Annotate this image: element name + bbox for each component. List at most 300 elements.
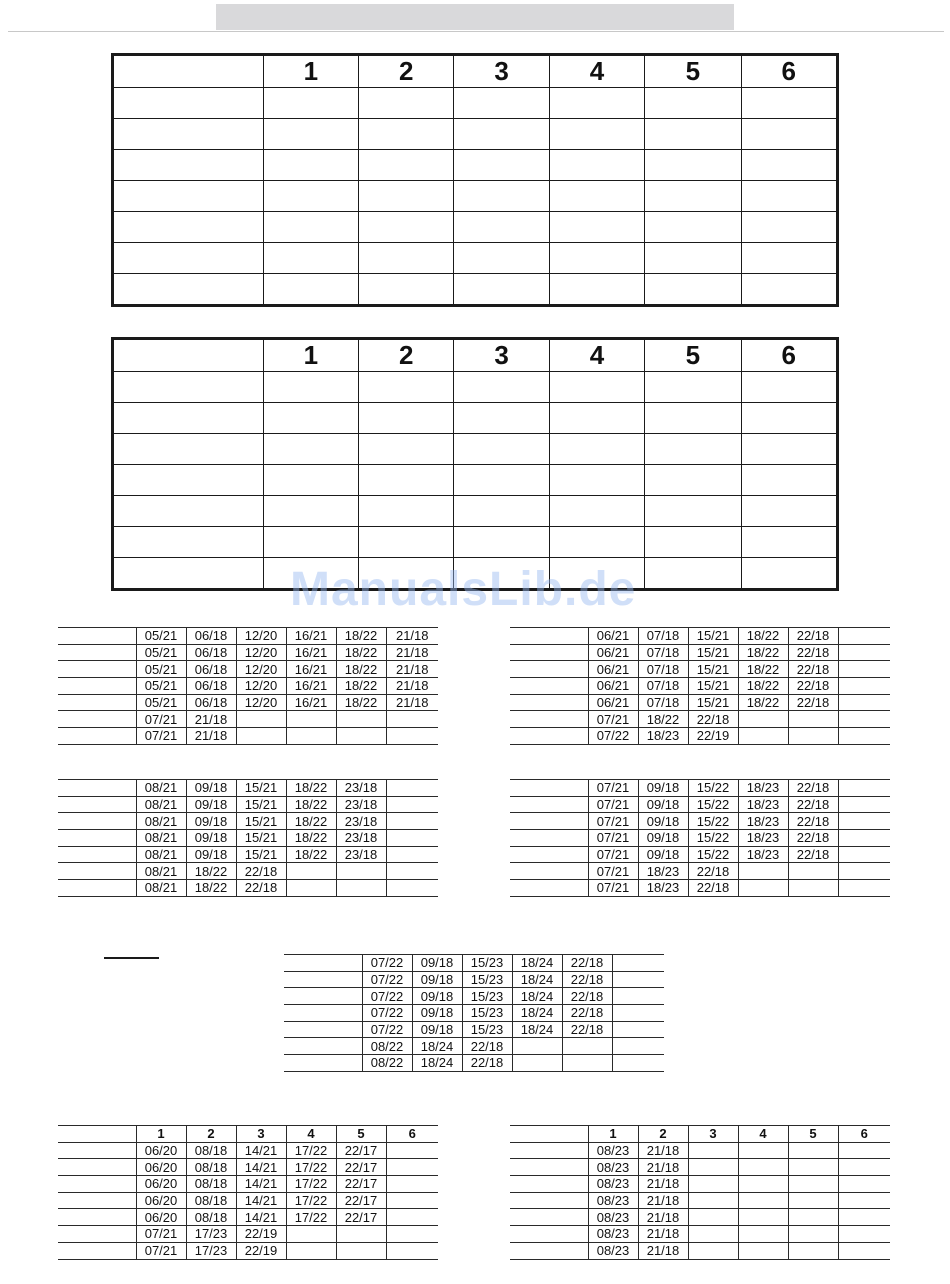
row-label-cell [113,434,264,465]
time-cell: 18/22 [186,880,236,897]
time-cell: 17/22 [286,1209,336,1226]
time-cell [286,863,336,880]
time-cell: 22/18 [788,661,838,678]
grid-cell [359,119,454,150]
row-label-cell [284,988,362,1005]
table-row [58,830,438,847]
time-cell [386,1242,438,1259]
grid-cell [645,119,741,150]
table-row [510,880,890,897]
time-cell [562,1038,612,1055]
time-cell: 07/21 [136,711,186,728]
time-cell [688,1209,738,1226]
time-cell [286,1226,336,1243]
time-cell: 09/18 [412,1005,462,1022]
grid-cell [549,88,644,119]
time-cell [688,1142,738,1159]
grid-cell [549,274,644,306]
time-cell: 22/18 [788,694,838,711]
time-cell: 15/22 [688,796,738,813]
time-cell: 15/21 [688,678,738,695]
time-cell [838,796,890,813]
time-cell [838,628,890,645]
grid-cell [645,465,741,496]
grid-cell [645,212,741,243]
time-cell: 08/21 [136,863,186,880]
grid-cell [454,119,549,150]
time-cell: 21/18 [386,661,438,678]
time-cell: 18/22 [638,711,688,728]
time-cell [738,863,788,880]
time-cell: 07/18 [638,661,688,678]
time-cell: 06/20 [136,1176,186,1193]
row-label-cell [113,119,264,150]
time-cell [738,1159,788,1176]
row-label-cell [58,830,136,847]
time-cell: 18/23 [738,813,788,830]
grid-cell [549,212,644,243]
time-cell [738,1226,788,1243]
time-cell: 21/18 [186,728,236,745]
table-row [58,1176,438,1193]
time-cell: 08/21 [136,796,186,813]
time-cell: 22/19 [236,1242,286,1259]
time-cell: 15/23 [462,988,512,1005]
time-cell: 22/18 [788,678,838,695]
time-cell [838,830,890,847]
time-cell: 09/18 [638,846,688,863]
time-cell [336,880,386,897]
table-row [58,813,438,830]
time-cell [838,1209,890,1226]
time-cell [788,863,838,880]
row-label-cell [58,880,136,897]
time-cell: 21/18 [638,1192,688,1209]
table-row [113,88,838,119]
grid-cell [263,119,358,150]
time-cell: 15/21 [236,830,286,847]
time-cell: 06/20 [136,1142,186,1159]
time-cell: 08/21 [136,780,186,797]
time-table-g [510,1125,890,1260]
time-cell: 09/18 [638,780,688,797]
time-cell: 22/18 [788,830,838,847]
time-cell: 18/24 [512,955,562,972]
column-header-5: 5 [645,339,741,372]
row-label-cell [58,863,136,880]
time-cell [386,830,438,847]
time-cell: 22/18 [688,711,738,728]
time-cell: 09/18 [412,1021,462,1038]
time-cell: 06/18 [186,644,236,661]
time-cell: 15/21 [236,780,286,797]
grid-cell [263,274,358,306]
time-cell [688,1192,738,1209]
time-cell: 17/23 [186,1242,236,1259]
row-label-cell [113,403,264,434]
column-header-4: 4 [549,55,644,88]
column-header-2: 2 [186,1126,236,1143]
column-header-2: 2 [359,339,454,372]
grid-cell [741,434,837,465]
time-cell: 06/21 [588,661,638,678]
time-cell [838,1159,890,1176]
row-label-cell [58,846,136,863]
row-label-cell [510,1176,588,1193]
grid-cell [263,181,358,212]
time-cell [386,813,438,830]
grid-cell [741,119,837,150]
grid-cell [741,465,837,496]
row-label-cell [510,728,588,745]
table-row [510,846,890,863]
time-cell: 06/21 [588,644,638,661]
time-cell: 22/18 [562,1005,612,1022]
time-cell [386,880,438,897]
grid-cell [741,274,837,306]
table-row [58,694,438,711]
time-cell: 12/20 [236,694,286,711]
time-cell: 18/22 [286,813,336,830]
time-cell: 15/23 [462,955,512,972]
time-cell: 21/18 [386,678,438,695]
grid-cell [454,150,549,181]
time-cell: 07/18 [638,644,688,661]
time-cell [386,1209,438,1226]
row-label-cell [284,1055,362,1072]
time-cell [788,1192,838,1209]
time-cell: 08/21 [136,846,186,863]
time-cell [838,863,890,880]
time-cell [236,711,286,728]
grid-cell [645,403,741,434]
grid-cell [263,527,358,558]
time-cell [788,1209,838,1226]
time-cell: 18/24 [412,1038,462,1055]
time-cell: 15/21 [688,644,738,661]
time-cell [386,846,438,863]
time-cell [336,1242,386,1259]
time-cell: 08/23 [588,1159,638,1176]
row-label-cell [58,1142,136,1159]
grid-cell [359,496,454,527]
grid-cell [359,434,454,465]
time-cell: 08/22 [362,1038,412,1055]
grid-cell [741,372,837,403]
time-cell [386,1176,438,1193]
grid-cell [741,212,837,243]
grid-cell [741,88,837,119]
table-row [58,880,438,897]
row-label-cell [510,863,588,880]
time-cell: 07/21 [588,796,638,813]
grid-cell [741,181,837,212]
row-label-cell [58,780,136,797]
time-cell: 18/22 [738,694,788,711]
table-row [113,181,838,212]
grid-cell [359,150,454,181]
time-cell: 12/20 [236,678,286,695]
time-cell: 18/22 [286,780,336,797]
table-row [58,796,438,813]
grid-cell [263,372,358,403]
column-header-2: 2 [638,1126,688,1143]
time-cell: 22/18 [788,644,838,661]
time-cell: 14/21 [236,1192,286,1209]
time-cell: 22/18 [788,628,838,645]
time-cell [688,1242,738,1259]
grid-cell [454,88,549,119]
time-cell: 22/18 [688,880,738,897]
grid-cell [359,88,454,119]
time-cell [612,971,664,988]
time-cell [286,880,336,897]
time-cell: 08/23 [588,1209,638,1226]
time-cell: 22/17 [336,1192,386,1209]
time-cell: 17/22 [286,1142,336,1159]
table-row [58,780,438,797]
time-cell: 18/24 [512,1005,562,1022]
column-header-5: 5 [336,1126,386,1143]
row-label-cell [113,243,264,274]
time-cell: 14/21 [236,1159,286,1176]
table-row [284,1005,664,1022]
row-label-cell [113,496,264,527]
time-cell: 23/18 [336,846,386,863]
time-cell: 07/22 [362,1021,412,1038]
time-cell [512,1038,562,1055]
row-label-cell [510,830,588,847]
time-cell: 17/22 [286,1192,336,1209]
row-label-cell [58,628,136,645]
time-cell: 15/21 [236,813,286,830]
grid-cell [359,243,454,274]
table-row [510,661,890,678]
table-row [510,1192,890,1209]
grid-cell [549,527,644,558]
table-row [58,661,438,678]
time-cell: 22/19 [688,728,738,745]
time-cell [788,1142,838,1159]
time-cell: 22/18 [562,971,612,988]
row-label-cell [284,1005,362,1022]
grid-cell [454,434,549,465]
column-header-2: 2 [359,55,454,88]
time-cell: 07/22 [362,988,412,1005]
time-cell: 06/18 [186,661,236,678]
column-header-6: 6 [838,1126,890,1143]
time-cell: 17/23 [186,1226,236,1243]
table-row [113,119,838,150]
time-cell: 15/21 [688,628,738,645]
grid-cell [645,243,741,274]
time-cell: 06/20 [136,1159,186,1176]
watermark: ManualsLib.de [290,563,637,616]
header-bar [216,4,734,30]
grid-cell [263,434,358,465]
table-row [58,711,438,728]
time-cell: 08/23 [588,1242,638,1259]
grid-cell [549,119,644,150]
table-row [510,694,890,711]
time-cell: 07/21 [588,711,638,728]
time-cell: 07/18 [638,628,688,645]
grid-cell [741,558,837,590]
grid-cell [549,181,644,212]
time-cell: 23/18 [336,780,386,797]
table-row [284,1038,664,1055]
table-row [113,372,838,403]
row-label-cell [58,813,136,830]
row-label-cell [510,1159,588,1176]
time-cell [688,1226,738,1243]
time-cell [612,955,664,972]
time-cell: 15/22 [688,830,738,847]
time-cell: 07/21 [588,880,638,897]
grid-cell [741,527,837,558]
time-cell: 21/18 [638,1159,688,1176]
time-cell: 22/17 [336,1159,386,1176]
table-row [510,830,890,847]
grid-cell [359,465,454,496]
row-label-cell [284,1038,362,1055]
time-cell [612,1038,664,1055]
time-cell: 07/21 [588,846,638,863]
time-cell: 05/21 [136,694,186,711]
time-cell: 09/18 [186,796,236,813]
table-row [510,1209,890,1226]
time-cell: 07/21 [136,1226,186,1243]
table-row [58,1226,438,1243]
time-cell: 22/18 [788,846,838,863]
time-cell [688,1159,738,1176]
time-cell: 15/22 [688,813,738,830]
table-row [113,434,838,465]
time-cell: 18/23 [638,880,688,897]
row-label-cell [510,1242,588,1259]
time-cell [386,711,438,728]
time-cell [738,1209,788,1226]
table-row [58,678,438,695]
table-row [58,1209,438,1226]
grid-cell [454,527,549,558]
row-label-cell [113,558,264,590]
table-row [510,711,890,728]
time-cell: 09/18 [412,971,462,988]
column-header-1: 1 [263,55,358,88]
time-cell: 22/18 [462,1038,512,1055]
table-row [510,678,890,695]
column-header-4: 4 [738,1126,788,1143]
time-cell: 07/21 [136,728,186,745]
time-cell: 16/21 [286,661,336,678]
time-cell [688,1176,738,1193]
time-cell: 22/18 [562,1021,612,1038]
table-row [510,780,890,797]
time-cell: 15/23 [462,971,512,988]
grid-cell [263,243,358,274]
time-cell: 21/18 [638,1176,688,1193]
time-cell [838,780,890,797]
time-cell: 15/21 [236,846,286,863]
time-cell [386,780,438,797]
table-row [510,728,890,745]
time-cell: 18/22 [336,628,386,645]
time-cell: 09/18 [412,955,462,972]
time-cell: 22/18 [462,1055,512,1072]
time-cell [612,1021,664,1038]
row-label-cell [510,796,588,813]
time-cell: 18/22 [286,846,336,863]
column-header-3: 3 [688,1126,738,1143]
grid-cell [359,372,454,403]
time-cell: 06/18 [186,694,236,711]
time-cell: 15/21 [236,796,286,813]
grid-cell [454,274,549,306]
table-row [510,813,890,830]
time-cell [788,1242,838,1259]
time-cell: 21/18 [386,694,438,711]
grid-cell [263,212,358,243]
time-cell: 08/18 [186,1209,236,1226]
table-row [58,1192,438,1209]
time-cell [738,1176,788,1193]
time-cell: 06/21 [588,628,638,645]
row-label-cell [510,813,588,830]
time-cell: 05/21 [136,628,186,645]
row-label-cell [58,1226,136,1243]
time-cell [838,846,890,863]
table-row [113,212,838,243]
grid-cell [549,496,644,527]
time-cell: 08/23 [588,1142,638,1159]
time-cell: 21/18 [386,628,438,645]
table-row [113,403,838,434]
time-cell: 06/18 [186,678,236,695]
time-cell: 09/18 [186,813,236,830]
time-cell [838,1142,890,1159]
time-cell: 18/24 [512,1021,562,1038]
grid-cell [263,150,358,181]
time-cell: 16/21 [286,694,336,711]
time-cell: 07/22 [588,728,638,745]
table-row [510,1142,890,1159]
time-cell: 18/22 [738,644,788,661]
time-cell: 06/21 [588,678,638,695]
table-row [113,527,838,558]
time-cell: 22/17 [336,1142,386,1159]
time-cell: 18/24 [412,1055,462,1072]
time-cell: 07/21 [136,1242,186,1259]
time-cell: 09/18 [638,830,688,847]
table-row [113,465,838,496]
time-cell [738,711,788,728]
time-table-b [510,627,890,745]
table-row [58,846,438,863]
grid-cell [741,150,837,181]
time-cell: 18/22 [186,863,236,880]
table-row [510,644,890,661]
time-cell: 07/22 [362,955,412,972]
grid-cell [549,403,644,434]
grid-cell [741,243,837,274]
time-cell: 08/21 [136,813,186,830]
time-cell: 18/22 [738,628,788,645]
time-cell [738,1192,788,1209]
time-cell: 21/18 [386,644,438,661]
time-cell: 05/21 [136,644,186,661]
time-cell: 18/23 [638,863,688,880]
